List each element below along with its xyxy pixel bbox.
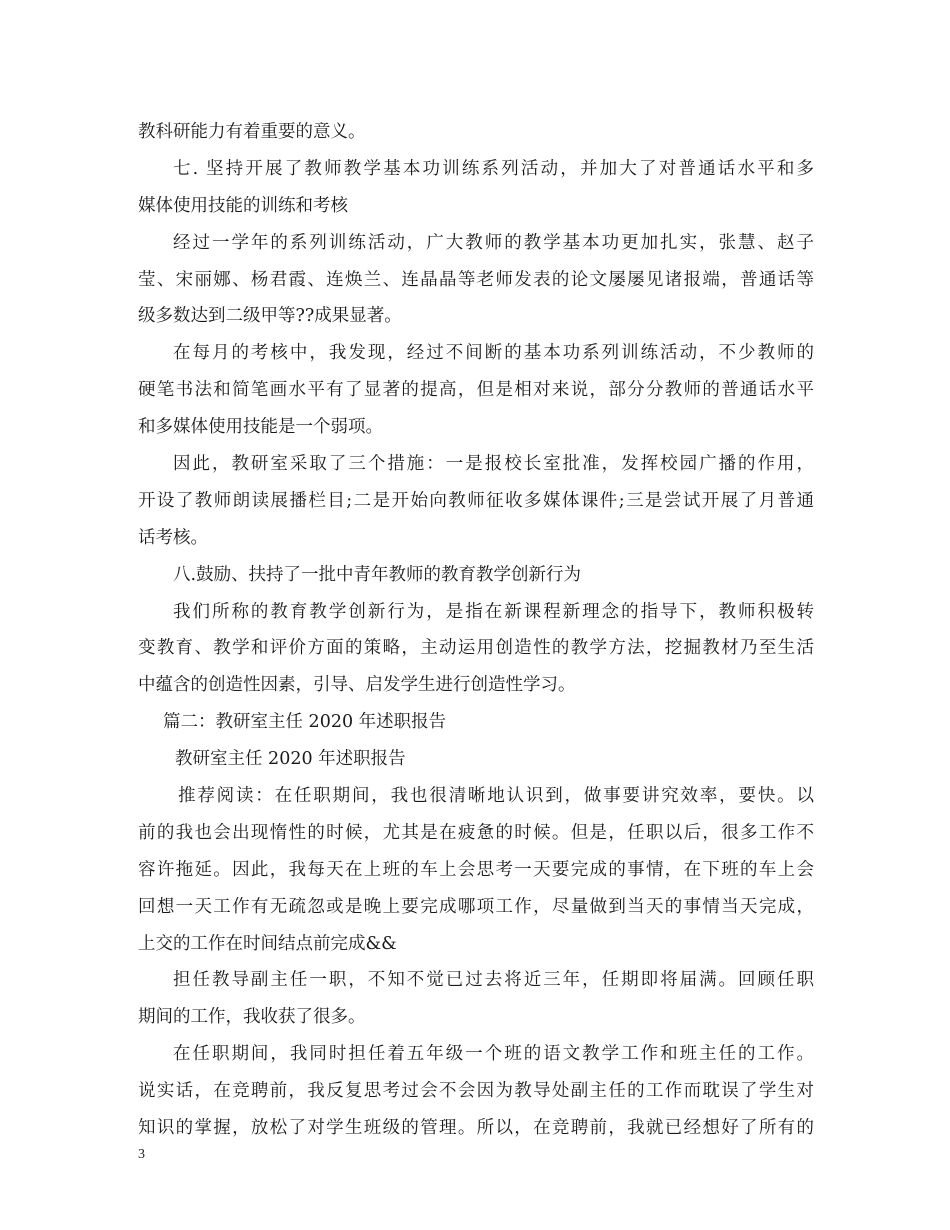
paragraph-line: 因此，教研室采取了三个措施：一是报校长室批准，发挥校园广播的作用，: [173, 454, 814, 475]
text-line: 话考核。: [138, 527, 208, 548]
part-heading: 篇二：教研室主任 2020 年述职报告: [163, 712, 447, 733]
paragraph-line: 在任职期间，我同时担任着五年级一个班的语文教学工作和班主任的工作。: [173, 1044, 814, 1065]
text-line: 说实话，在竞聘前，我反复思考过会不会因为教导处副主任的工作而耽误了学生对: [138, 1081, 814, 1102]
text-line: 媒体使用技能的训练和考核: [138, 195, 348, 216]
text-line: 前的我也会出现惰性的时候，尤其是在疲惫的时候。但是，任职以后，很多工作不: [138, 822, 814, 843]
text-line: 级多数达到二级甲等??成果显著。: [138, 306, 402, 327]
text-line: 上交的工作在时间结点前完成&&: [138, 933, 397, 954]
text-line: 容许拖延。因此，我每天在上班的车上会思考一天要完成的事情，在下班的车上会: [138, 859, 814, 880]
report-title: 教研室主任 2020 年述职报告: [175, 749, 406, 770]
text-line: 变教育、教学和评价方面的策略，主动运用创造性的教学方法，挖掘教材乃至生活: [138, 638, 814, 659]
paragraph-line: 在每月的考核中，我发现，经过不间断的基本功系列训练活动，不少教师的: [173, 343, 814, 364]
paragraph-line: 推荐阅读：在任职期间，我也很清晰地认识到，做事要讲究效率，要快。以: [178, 786, 814, 807]
text-line: 硬笔书法和简笔画水平有了显著的提高，但是相对来说，部分分教师的普通话水平: [138, 380, 814, 401]
text-line: 开设了教师朗读展播栏目;二是开始向教师征收多媒体课件;三是尝试开展了月普通: [138, 490, 814, 511]
text-line: 和多媒体使用技能是一个弱项。: [138, 417, 383, 438]
section-heading: 七. 坚持开展了教师教学基本功训练系列活动，并加大了对普通话水平和多: [173, 158, 814, 179]
section-heading: 八.鼓励、扶持了一批中青年教师的教育教学创新行为: [173, 564, 582, 585]
text-line: 期间的工作，我收获了很多。: [138, 1007, 366, 1028]
body-text: [138, 114, 814, 1147]
text-line: 中蕴含的创造性因素，引导、启发学生进行创造性学习。: [138, 675, 576, 696]
paragraph-line: 担任教导副主任一职，不知不觉已过去将近三年，任期即将届满。回顾任职: [173, 970, 814, 991]
page-number: 3: [138, 1147, 145, 1162]
text-line: 教科研能力有着重要的意义。: [138, 122, 366, 142]
text-line: 回想一天工作有无疏忽或是晚上要完成哪项工作，尽量做到当天的事情当天完成，: [138, 896, 814, 917]
paragraph-line: 我们所称的教育教学创新行为，是指在新课程新理念的指导下，教师积极转: [173, 601, 814, 622]
text-line: 莹、宋丽娜、杨君霞、连焕兰、连晶晶等老师发表的论文屡屡见诸报端，普通话等: [138, 269, 814, 290]
text-line: 知识的掌握，放松了对学生班级的管理。所以，在竞聘前，我就已经想好了所有的: [138, 1118, 814, 1139]
paragraph-line: 经过一学年的系列训练活动，广大教师的教学基本功更加扎实，张慧、赵子: [173, 232, 814, 253]
